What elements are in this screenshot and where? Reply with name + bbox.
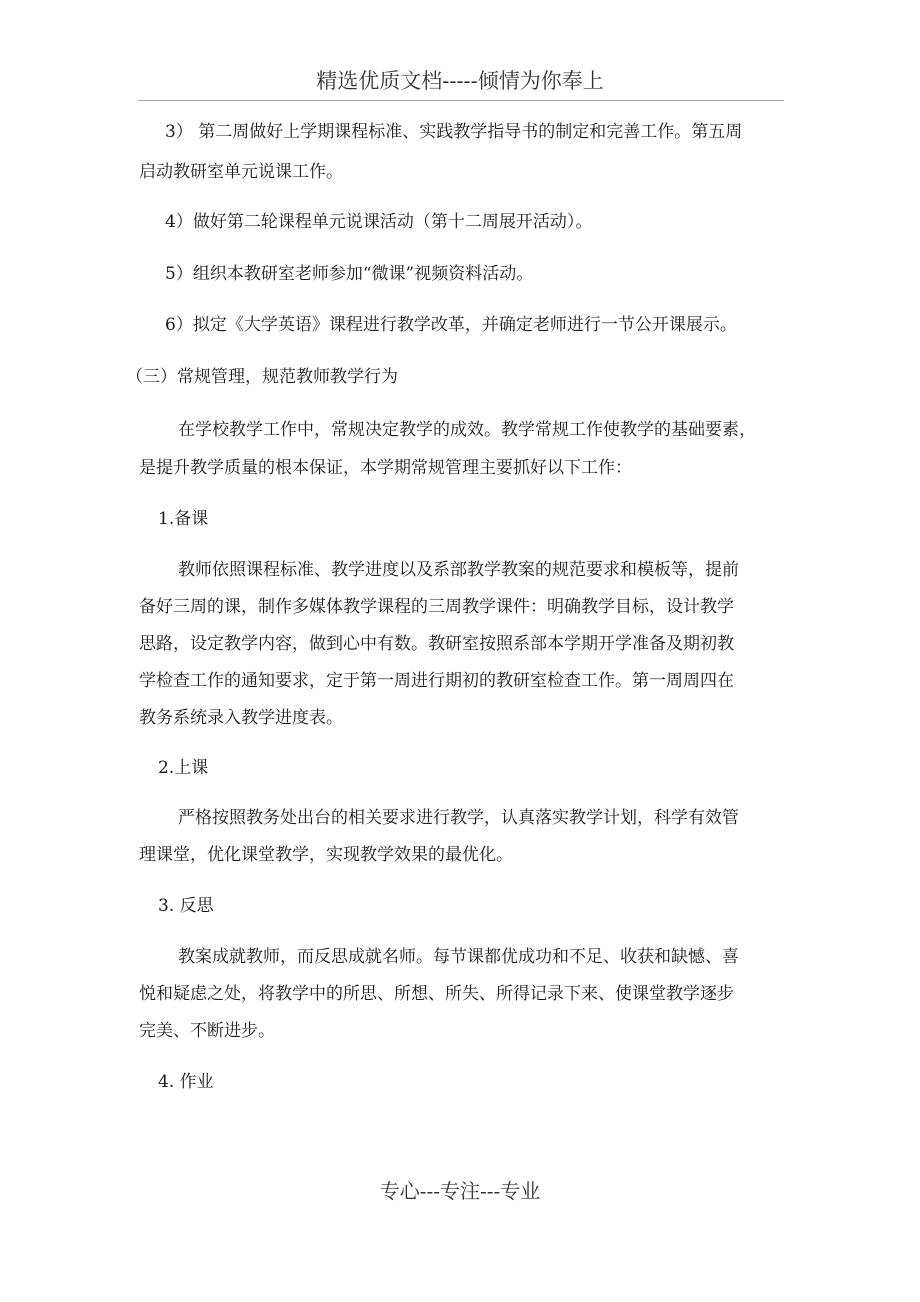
page-header-title: 精选优质文档-----倾情为你奉上 (316, 69, 604, 93)
body-line-2: 启动教研室单元说课工作。 (139, 162, 343, 182)
body-line-19: 教案成就教师，而反思成就名师。每节课都优成功和不足、收获和缺憾、喜 (178, 947, 739, 967)
body-line-4: 5）组织本教研室老师参加“微课”视频资料活动。 (165, 264, 534, 284)
page-footer-text: 专心---专注---专业 (379, 1179, 541, 1203)
body-line-5: 6）拟定《大学英语》课程进行教学改革，并确定老师进行一节公开课展示。 (165, 315, 737, 335)
header-divider (138, 100, 784, 101)
subheading-class: 2.上课 (158, 758, 209, 778)
body-line-10: 教师依照课程标准、教学进度以及系部教学教案的规范要求和模板等，提前 (178, 560, 739, 580)
body-line-8: 是提升教学质量的根本保证，本学期常规管理主要抓好以下工作： (139, 458, 632, 478)
subheading-reflection: 3. 反思 (158, 896, 214, 916)
body-line-11: 备好三周的课，制作多媒体教学课程的三周教学课件：明确教学目标，设计教学 (139, 597, 734, 617)
body-line-21: 完美、不断进步。 (139, 1021, 275, 1041)
body-line-16: 严格按照教务处出台的相关要求进行教学，认真落实教学计划，科学有效管 (178, 808, 739, 828)
body-line-3: 4）做好第二轮课程单元说课活动（第十二周展开活动）。 (165, 212, 593, 232)
subheading-prep: 1.备课 (158, 509, 209, 529)
body-line-7: 在学校教学工作中，常规决定教学的成效。教学常规工作使教学的基础要素， (178, 420, 756, 440)
body-line-14: 教务系统录入教学进度表。 (139, 708, 343, 728)
subheading-homework: 4. 作业 (158, 1072, 214, 1092)
section-heading: （三）常规管理，规范教师教学行为 (126, 367, 398, 387)
body-line-1: 3） 第二周做好上学期课程标准、实践教学指导书的制定和完善工作。第五周 (165, 122, 743, 142)
body-line-13: 学检查工作的通知要求，定于第一周进行期初的教研室检查工作。第一周周四在 (139, 671, 734, 691)
body-line-20: 悦和疑虑之处，将教学中的所思、所想、所失、所得记录下来、使课堂教学逐步 (139, 984, 734, 1004)
body-line-12: 思路，设定教学内容，做到心中有数。教研室按照系部本学期开学准备及期初教 (139, 634, 734, 654)
body-line-17: 理课堂，优化课堂教学，实现教学效果的最优化。 (139, 845, 513, 865)
